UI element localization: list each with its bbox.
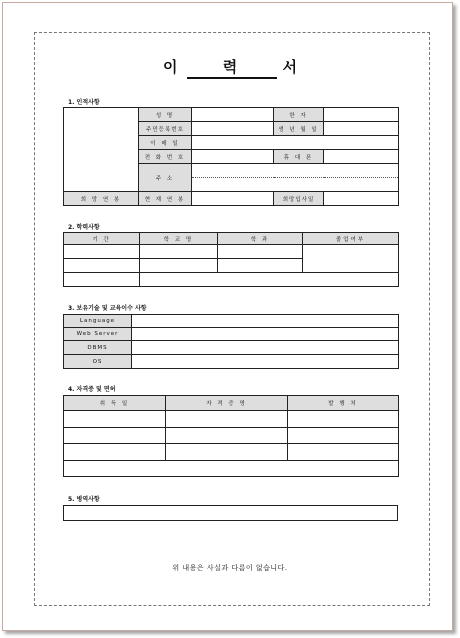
cert-row2-name[interactable] <box>166 427 288 443</box>
phone-label: 전 화 번 호 <box>139 150 192 164</box>
cert-row1-date[interactable] <box>64 411 166 427</box>
address-label: 주 소 <box>139 164 192 192</box>
edu-row2-period[interactable] <box>64 259 140 273</box>
page-title: 이 력 서 <box>163 58 317 76</box>
address-field-line2[interactable] <box>192 178 399 192</box>
email-field[interactable] <box>192 136 399 150</box>
cert-issuer-header: 발 행 처 <box>288 396 399 411</box>
current-salary-label: 현 재 연 봉 <box>139 192 192 206</box>
cert-row2-issuer[interactable] <box>288 427 399 443</box>
edu-row3-period[interactable] <box>64 273 140 287</box>
edu-school-header: 학 교 명 <box>140 233 218 245</box>
education-table <box>63 232 399 287</box>
skill-dbms-field[interactable] <box>132 341 399 355</box>
photo-box[interactable] <box>64 108 139 192</box>
edu-period-header: 기 간 <box>64 233 140 245</box>
cert-date-header: 취 득 일 <box>64 396 166 411</box>
hanja-label: 한 자 <box>274 108 324 122</box>
skill-webserver-label: Web Server <box>64 328 132 341</box>
skills-table <box>63 314 399 369</box>
skill-language-label: Language <box>64 315 132 328</box>
current-salary-field[interactable] <box>192 192 274 206</box>
expected-date-field[interactable] <box>324 192 399 206</box>
cert-row3-date[interactable] <box>64 444 166 460</box>
mobile-label: 휴 대 폰 <box>274 150 324 164</box>
mobile-field[interactable] <box>324 150 399 164</box>
personal-info-table <box>63 107 399 206</box>
resident-number-field[interactable] <box>192 122 274 136</box>
cert-row3-issuer[interactable] <box>288 444 399 460</box>
section-certs-label: 4. 자격증 및 면허 <box>68 386 116 393</box>
skill-webserver-field[interactable] <box>132 328 399 341</box>
skill-os-label: OS <box>64 355 132 369</box>
skill-language-field[interactable] <box>132 315 399 328</box>
certs-table <box>63 395 399 477</box>
resident-number-label: 주민등록번호 <box>139 122 192 136</box>
edu-row1-period[interactable] <box>64 245 140 259</box>
cert-row1-name[interactable] <box>166 411 288 427</box>
skill-os-field[interactable] <box>132 355 399 369</box>
section-education-label: 2. 학력사항 <box>68 224 100 231</box>
cert-row1-issuer[interactable] <box>288 411 399 427</box>
edu-row1-graduation[interactable] <box>303 245 399 273</box>
expected-date-label: 희망입사일 <box>274 192 324 206</box>
title-underline <box>187 77 277 79</box>
cert-row3-name[interactable] <box>166 444 288 460</box>
hanja-field[interactable] <box>324 108 399 122</box>
edu-row2-school[interactable] <box>140 259 218 273</box>
declaration-text: 위 내용은 사실과 다름이 없습니다. <box>172 564 288 572</box>
cert-row2-date[interactable] <box>64 427 166 443</box>
address-field-line1[interactable] <box>192 164 399 178</box>
section-skills-label: 3. 보유기술 및 교육이수 사항 <box>68 305 147 312</box>
cert-row4[interactable] <box>64 460 399 476</box>
section-notes-label: 5. 병역사항 <box>68 496 100 503</box>
edu-row1-school[interactable] <box>140 245 218 259</box>
phone-field[interactable] <box>192 150 274 164</box>
section-personal-label: 1. 인적사항 <box>68 99 100 106</box>
name-label: 성 명 <box>139 108 192 122</box>
cert-name-header: 자 격 증 명 <box>166 396 288 411</box>
notes-field[interactable] <box>63 505 398 521</box>
name-field[interactable] <box>192 108 274 122</box>
edu-row3-school[interactable] <box>140 273 399 287</box>
edu-graduation-header: 졸업여부 <box>303 233 399 245</box>
edu-row2-major[interactable] <box>218 259 303 273</box>
edu-major-header: 학 과 <box>218 233 303 245</box>
skill-dbms-label: DBMS <box>64 341 132 355</box>
birthdate-field[interactable] <box>324 122 399 136</box>
edu-row1-major[interactable] <box>218 245 303 259</box>
email-label: 이 메 일 <box>139 136 192 150</box>
birthdate-label: 생 년 월 일 <box>274 122 324 136</box>
desired-salary-label: 희 망 연 봉 <box>64 192 139 206</box>
